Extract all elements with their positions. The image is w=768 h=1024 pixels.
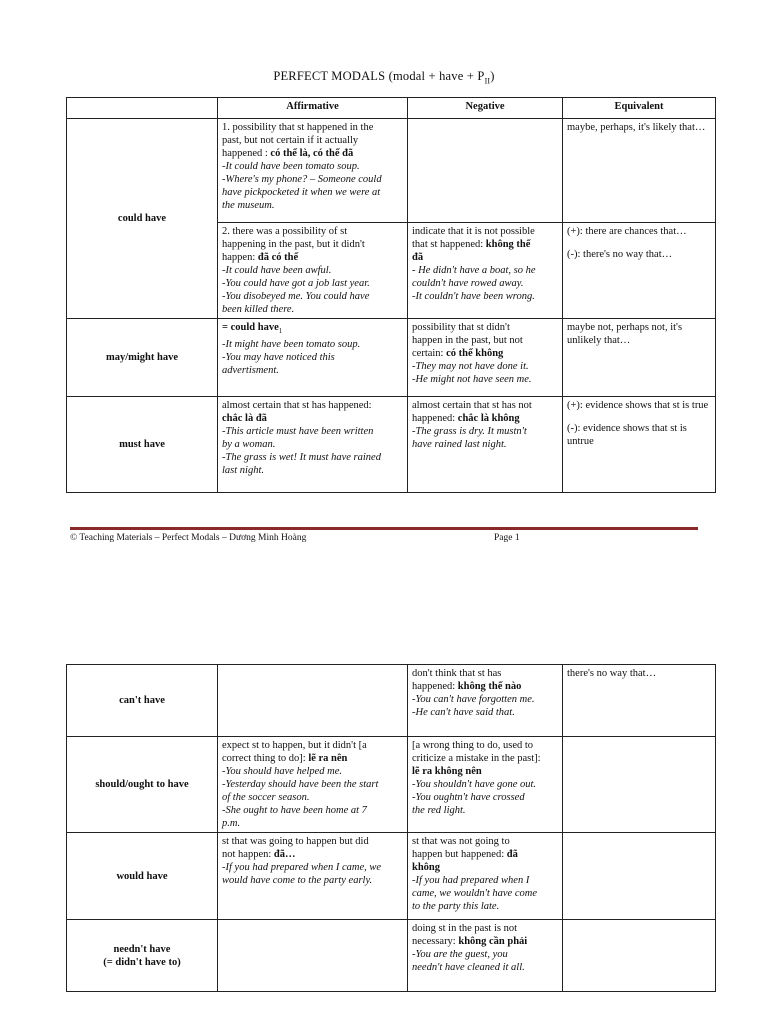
row-should-ought-to-have	[67, 737, 716, 833]
cant-have-negative: don't think that st has happened: không thể nào -You can't have forgotten me. -He can't have said that.	[408, 665, 563, 737]
modal-label-neednt-have: needn't have (= didn't have to)	[67, 920, 218, 992]
row-may-might-have	[67, 319, 716, 397]
should-affirmative: expect st to happen, but it didn't [a correct thing to do]: lẽ ra nên -You should have helped me. -Yesterday should have been the start of the soccer season. -She ought to have been home at 7 p.m.	[218, 737, 408, 833]
row-cant-have	[67, 665, 716, 737]
row-could-have-1	[67, 119, 716, 223]
could-have-negative-1	[408, 119, 563, 223]
could-have-affirmative-2: 2. there was a possibility of st happening in the past, but it didn't happen: đã có thể -It could have been awful. -You could have got a job last year. -You disobeyed me. You could have been killed there.	[218, 223, 408, 319]
modal-label-should-ought-to-have: should/ought to have	[67, 737, 218, 833]
cant-have-affirmative	[218, 665, 408, 737]
row-must-have	[67, 397, 716, 493]
neednt-negative: doing st in the past is not necessary: không cần phải -You are the guest, you needn't have cleaned it all.	[408, 920, 563, 992]
header-equivalent: Equivalent	[563, 98, 716, 119]
would-negative: st that was not going to happen but happened: đã không -If you had prepared when I came, we wouldn't have come to the party this late.	[408, 833, 563, 920]
modal-label-cant-have: can't have	[67, 665, 218, 737]
row-would-have	[67, 833, 716, 920]
could-have-affirmative-1: 1. possibility that st happened in the past, but not certain if it actually happened : có thể là, có thể đã -It could have been tomato soup. -Where's my phone? – Someone could have pickpocketed it when we were at the museum.	[218, 119, 408, 223]
header-affirmative: Affirmative	[218, 98, 408, 119]
neednt-affirmative	[218, 920, 408, 992]
footer-rule	[70, 527, 698, 530]
perfect-modals-table-2	[66, 664, 716, 992]
must-have-negative: almost certain that st has not happened: chắc là không -The grass is dry. It mustn't have rained last night.	[408, 397, 563, 493]
may-might-negative: possibility that st didn't happen in the past, but not certain: có thể không -They may not have done it. -He might not have seen me.	[408, 319, 563, 397]
could-have-negative-2: indicate that it is not possible that st happened: không thể đã - He didn't have a boat, so he couldn't have rowed away. -It couldn't have been wrong.	[408, 223, 563, 319]
header-blank	[67, 98, 218, 119]
neednt-equivalent	[563, 920, 716, 992]
could-have-equivalent-1: maybe, perhaps, it's likely that…	[563, 119, 716, 223]
perfect-modals-table-1	[66, 97, 716, 493]
could-have-equivalent-2: (+): there are chances that… (-): there's no way that…	[563, 223, 716, 319]
may-might-affirmative: = could have$_1$ -It might have been tomato soup. -You may have noticed this advertisment.	[218, 319, 408, 397]
must-have-affirmative: almost certain that st has happened: chắc là đã -This article must have been written by a woman. -The grass is wet! It must have rained last night.	[218, 397, 408, 493]
must-have-equivalent: (+): evidence shows that st is true (-): evidence shows that st is untrue	[563, 397, 716, 493]
modal-label-could-have: could have	[67, 119, 218, 319]
would-affirmative: st that was going to happen but did not happen: đã… -If you had prepared when I came, we would have come to the party early.	[218, 833, 408, 920]
row-neednt-have	[67, 920, 716, 992]
modal-label-would-have: would have	[67, 833, 218, 920]
page-number: Page 1	[494, 533, 520, 543]
may-might-equivalent: maybe not, perhaps not, it's unlikely that…	[563, 319, 716, 397]
header-negative: Negative	[408, 98, 563, 119]
cant-have-equivalent: there's no way that…	[563, 665, 716, 737]
should-equivalent	[563, 737, 716, 833]
footer-copyright: © Teaching Materials – Perfect Modals – Dương Minh Hoàng	[70, 533, 307, 543]
would-equivalent	[563, 833, 716, 920]
page-title: PERFECT MODALS (modal + have + $P_{II}$)	[273, 69, 495, 86]
modal-label-must-have: must have	[67, 397, 218, 493]
modal-label-may-might-have: may/might have	[67, 319, 218, 397]
should-negative: [a wrong thing to do, used to criticize a mistake in the past]: lẽ ra không nên -You shouldn't have gone out. -You oughtn't have crossed the red light.	[408, 737, 563, 833]
header-row	[67, 98, 716, 119]
